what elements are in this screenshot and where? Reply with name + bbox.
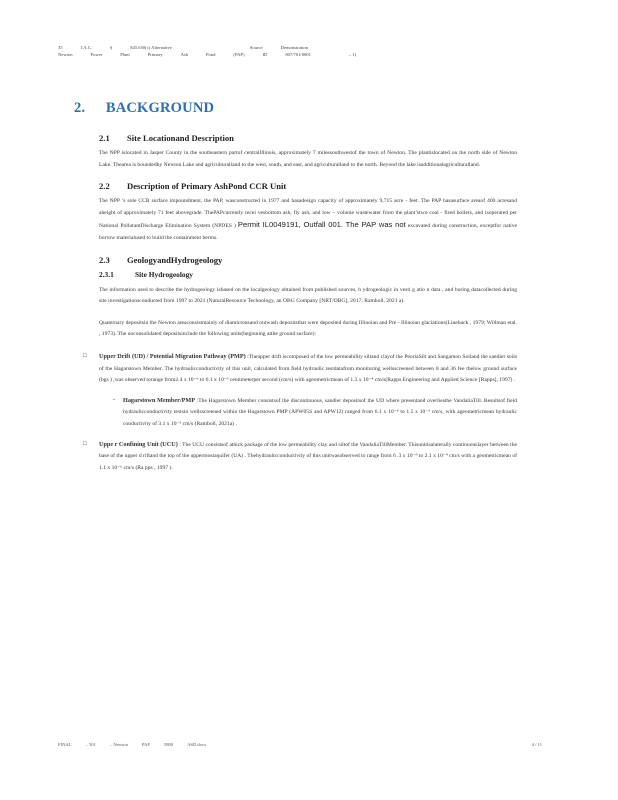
page-footer xyxy=(58,742,542,747)
section-number: 2. xyxy=(74,100,86,116)
subsection-number: 2.3 xyxy=(99,254,110,265)
subsubsection-title: Site Hydrogeology xyxy=(135,269,193,279)
header-text: Plant xyxy=(120,52,130,57)
header-line-2 xyxy=(58,51,558,58)
header-text: Pond xyxy=(205,52,216,57)
header-text: ID xyxy=(262,52,268,57)
permit-text: Permit IL0049191, Outfall 001. The PAP was not xyxy=(237,220,406,230)
header-text: § xyxy=(109,45,113,50)
header-text: Primary xyxy=(147,52,163,57)
paragraph: Quaternary depositsin the Newton areaconsistmainly of diamictonsand outwash depositsthat were deposited during Illinoian and Pre - Illinoian glaciations(Lineback , 1979; Willman etal. , 1973). The unconsolidated depositsinclude the following units(beginning atthe ground surface): xyxy=(99,319,517,338)
header-text: 807/701/0001 xyxy=(285,52,311,57)
sub-bullet-title: Hagarstown Member/PMP xyxy=(123,396,195,404)
footer-text: – 501 xyxy=(85,742,96,747)
footer-text: FINAL xyxy=(58,742,72,747)
header-text: Power xyxy=(90,52,103,57)
sub-bullet-marker: - xyxy=(113,396,115,403)
paragraph-text: excavated during construction, exceptfor native borrow materialused to build the containment berms. xyxy=(99,223,517,241)
header-text: I.A.C. xyxy=(80,45,92,50)
bullet-item xyxy=(83,439,518,475)
bullet-body: : The UCU consistsof athick package of the low permeability clay and siltof the VandaliaTillMember. Thisunitisalaterally continuouslayer between the base of the upper d riftand the top of the uppermostaquifer (UA) . Thehydraulicconductivity of this unitwasobserved to range from 6 .3 x 10⁻⁹ to 2.1 x 10⁻⁴ cm/s with a geometricmean of 1.1 x 10⁻⁶ cm/s (Ra pps , 1997 ). xyxy=(99,441,518,471)
section-heading xyxy=(74,100,214,117)
subsection-title: Description of Primary AshPond CCR Unit xyxy=(127,181,287,192)
subsection-title: GeologyandHydrogeology xyxy=(127,254,223,265)
footer-left xyxy=(58,742,206,747)
bullet-title: Uppe r Confining Unit (UCU) xyxy=(99,440,178,448)
paragraph-text: The NPP ’s sole CCR surface impoundment, the PAP, wasconstructed in 1977 and hasadesign capacity of approximately 9,715 acre - feet. The PAP hasasurface areaof 400 acresand aheight of approximately 71 feet abovegrade. ThePAPcurrently recei vesbottom ash, fly ash, and low – volume wastewater from the plant’stwo coal - fired boilers, and isoperated per National PollutantDischarge Elimination System (NPDES ) xyxy=(99,198,517,230)
footer-text: – Newton xyxy=(109,742,128,747)
header-line-1 xyxy=(58,44,558,51)
sub-bullet-body: :The Hagarstown Member consistsof the discontinuous, sandier depositsof the UD where presentand overliesthe VandaliaTill. Resultsof field hydraulicconductivity testsin wellsscreened within the Hagarstown PMP (APW05S and APW12) ranged from 6.1 x 10⁻⁴ to 1.5 x 10⁻³ cm/s, with ageometricmean hydraulic conductivity of 3.1 x 10⁻³ cm/s (Ramboll, 2021a) . xyxy=(123,397,517,427)
subsection-heading xyxy=(99,181,517,191)
paragraph: The information used to describe the hydrogeology isbased on the localgeology obtained from published sources, h ydrogeologic in vesti g atio n data , and boring datacollected during site investigationsconducted from 1997 to 2021 (NaturalResource Technology, an OBG Company [NRT/OBG], 2017; Ramboll, 2021 a). xyxy=(99,286,517,305)
footer-text: 5800 xyxy=(163,742,174,747)
header-text: – 1) xyxy=(348,52,357,57)
subsection-number: 2.1 xyxy=(99,133,110,143)
bullet-text xyxy=(99,439,517,475)
bullet-body: :Theupper drift iscomposed of the low permeability siltand clayof the PeoriaSilt and Sangamon Soiland the sandier soils of the Hagarstown Member. The hydraulicconductivity of this unit, calculated from field hydraulic testdatafrom monitoring wellsscreened between 8 and 36 fee tbelow ground surface (bgs ) ,was observed torange from2.4 x 10⁻⁶ to 6.1 x 10⁻³ centimeterper second (cm/s) with ageometricmean of 1.3 x 10⁻⁴ cm/s(Rapps Engineering and Applied Science [Rapps], 1997) . xyxy=(99,353,517,384)
subsubsection-number: 2.3.1 xyxy=(99,269,114,279)
section-title: BACKGROUND xyxy=(105,100,215,116)
page-number: 4 / 11 xyxy=(531,742,542,747)
header-text: Demonstration xyxy=(280,45,308,50)
document-body xyxy=(83,133,518,482)
paragraph xyxy=(99,196,517,244)
header-text: Ash xyxy=(180,52,188,57)
sub-bullet-item xyxy=(113,395,517,431)
subsection-heading xyxy=(99,133,517,143)
header-text: 35 xyxy=(58,45,63,50)
bullet-item xyxy=(83,351,517,387)
sub-bullet-text xyxy=(123,395,517,431)
subsection-number: 2.2 xyxy=(99,181,110,192)
header-text: (PAP) xyxy=(233,52,245,57)
header-text: Source xyxy=(249,45,263,50)
bullet-marker: □ xyxy=(83,352,87,359)
subsubsection-heading xyxy=(99,270,517,279)
bullet-marker: □ xyxy=(83,440,87,447)
subsection-heading xyxy=(99,255,517,265)
footer-text: ASD.docx xyxy=(187,742,207,747)
bullet-title: Upper Drift (UD) / Potential Migration Pathway (PMP) xyxy=(99,352,246,360)
page-header xyxy=(58,44,558,58)
bullet-text xyxy=(99,351,517,387)
paragraph: The NPP islocated in Jasper County in the southeastern partof centralIllinois, approximately 7 milessouthwestof the town of Newton. The plantislocated on the north side of Newton Lake. Thearea is boundedby Newton Lake and agriculturalland to the west, south, and east, and agriculturalland to the north. Beyond the lake isadditionalagriculturalland. xyxy=(99,150,517,168)
footer-text: PAP xyxy=(141,742,150,747)
header-text: 845.650(c) Alternative xyxy=(130,45,172,50)
header-text: Newton xyxy=(58,52,73,57)
subsection-title: Site Locationand Description xyxy=(127,133,234,143)
